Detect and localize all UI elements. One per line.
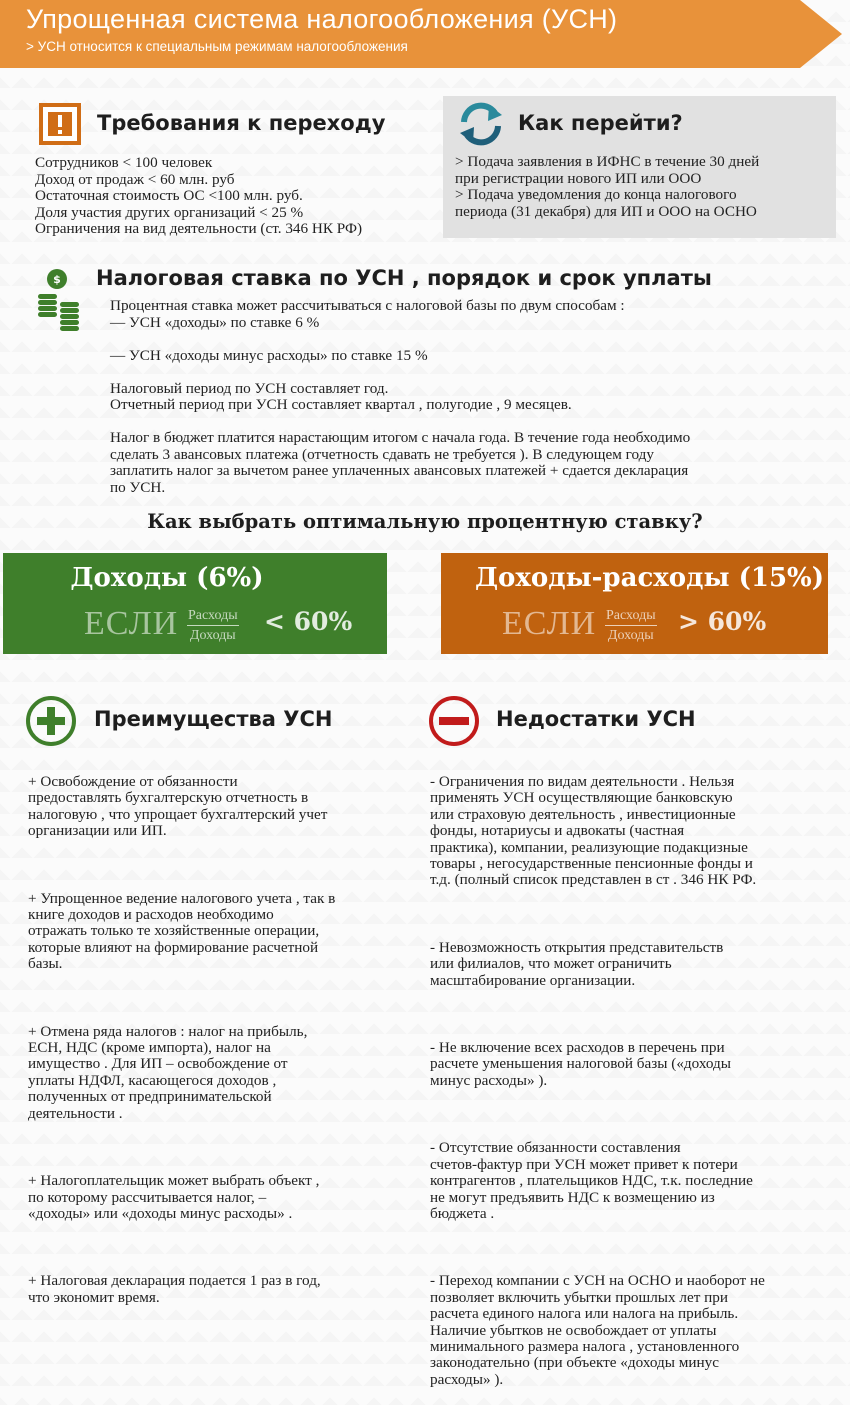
- advantage-line: отражать только те хозяйственные операции,: [28, 922, 320, 940]
- tax-rate-line: [110, 331, 690, 348]
- advantage-line: которые влияют на формирование расчетной: [28, 938, 319, 956]
- disadvantage-line: позволяет включить убытки прошлых лет при: [430, 1288, 728, 1306]
- how-to-line: периода (31 декабря) для ИП и ООО на ОСНО: [455, 202, 757, 220]
- tax-rate-line: по УСН.: [110, 478, 166, 496]
- plus-circle-icon: [25, 695, 77, 747]
- disadvantage-line: - Невозможность открытия представительств: [430, 938, 724, 956]
- warning-icon: [39, 103, 81, 145]
- advantage-line: + Налоговая декларация подается 1 раз в год,: [28, 1272, 321, 1290]
- income-numerator: Расходы: [187, 606, 239, 626]
- advantages-list: [28, 757, 335, 1323]
- disadvantage-line: - Не включение всех расходов в перечень при: [430, 1039, 725, 1057]
- coins-icon: [36, 268, 82, 332]
- requirements-item: Сотрудников < 100 человек: [35, 154, 213, 171]
- tax-rate-line: сделать 3 авансовых платежа (отчетность сдавать не требуется ). В следующем году: [110, 445, 654, 463]
- advantage-line: налоговую , что упрощает бухгалтерский учет: [28, 805, 328, 823]
- requirements-item: Остаточная стоимость ОС <100 млн. руб.: [35, 187, 303, 204]
- how-to-line: > Подача уведомления до конца налогового: [455, 186, 737, 203]
- advantage-line: книге доходов и расходов необходимо: [28, 906, 274, 924]
- disadvantage-line: расчете уменьшения налоговой базы («доходы: [430, 1055, 731, 1073]
- advantage-line: деятельности .: [28, 1104, 123, 1122]
- disadvantage-line: минимального размера налога , установленного: [430, 1337, 740, 1355]
- disadvantage-line: или страховую деятельность , инвестиционные: [430, 805, 736, 823]
- disadvantage-line: или филиалов, что может ограничить: [430, 955, 672, 973]
- advantage-line: предоставлять бухгалтерскую отчетность в: [28, 789, 309, 807]
- income-if-label: ЕСЛИ: [84, 605, 179, 642]
- disadvantage-line: счетов-фактур при УСН может привет к потери: [430, 1155, 738, 1173]
- income-expense-if-label: ЕСЛИ: [502, 605, 597, 642]
- disadvantage-line: - Отсутствие обязанности составления: [430, 1139, 681, 1157]
- advantage-line: + Упрощенное ведение налогового учета , так в: [28, 889, 336, 907]
- disadvantage-line: т.д. (полный список представлен в ст . 346 НК РФ.: [430, 871, 757, 889]
- income-expense-numerator: Расходы: [605, 606, 657, 626]
- svg-text:$: $: [53, 273, 61, 286]
- requirements-item: Доход от продаж < 60 млн. руб: [35, 170, 235, 188]
- disadvantage-line: минус расходы» ).: [430, 1071, 548, 1089]
- tax-rate-line: Налог в бюджет платится нарастающим итогом с начала года. В течение года необходимо: [110, 429, 691, 446]
- income-box-title: Доходы (6%): [70, 563, 264, 593]
- income-expense-comparison: > 60%: [678, 607, 767, 636]
- tax-rate-line: — УСН «доходы» по ставке 6 %: [110, 313, 320, 331]
- advantage-line: базы.: [28, 955, 63, 973]
- how-to-line: при регистрации нового ИП или ООО: [455, 169, 702, 187]
- advantage-line: по которому рассчитывается налог, –: [28, 1188, 267, 1206]
- disadvantage-line: не могут предъявить НДС к возмещению из: [430, 1188, 715, 1206]
- income-box: [3, 553, 387, 654]
- disadvantage-line: практика), компании, реализующие подакцизные: [430, 838, 748, 856]
- disadvantage-line: масштабирование организации.: [430, 971, 636, 989]
- advantage-line: ЕСН, НДС (кроме импорта), налог на: [28, 1039, 271, 1057]
- tax-rate-title: Налоговая ставка по УСН , порядок и срок уплаты: [96, 266, 712, 290]
- how-to-list: [455, 154, 759, 220]
- advantage-line: полученных от предпринимательской: [28, 1088, 272, 1106]
- advantage-line: что экономит время.: [28, 1288, 160, 1306]
- disadvantage-line: - Ограничения по видам деятельности . Нельзя: [430, 773, 735, 790]
- advantage-line: «доходы» или «доходы минус расходы» .: [28, 1204, 293, 1222]
- requirements-title: Требования к переходу: [97, 111, 386, 135]
- income-expense-box-title: Доходы-расходы (15%): [474, 563, 825, 593]
- refresh-icon: [455, 101, 507, 147]
- tax-rate-text: [110, 298, 690, 496]
- tax-rate-line: заплатить налог за вычетом ранее уплаченных авансовых платежей + сдается декларация: [110, 462, 689, 479]
- advantage-line: + Освобождение от обязанности: [28, 773, 238, 790]
- disadvantage-line: контрагентов , плательщиков НДС, т.к. последние: [430, 1172, 753, 1190]
- advantage-line: уплаты НДФЛ, касающегося доходов ,: [28, 1071, 277, 1089]
- disadvantage-line: расчета единого налога или налога на прибыль.: [430, 1305, 739, 1323]
- requirements-item: Ограничения на вид деятельности (ст. 346 НК РФ): [35, 220, 363, 237]
- advantage-line: имущество . Для ИП – освобождение от: [28, 1055, 288, 1073]
- tax-rate-line: — УСН «доходы минус расходы» по ставке 15 %: [110, 346, 428, 364]
- advantage-line: + Налогоплательщик может выбрать объект ,: [28, 1172, 320, 1190]
- income-fraction: [187, 606, 239, 645]
- requirements-list: [35, 155, 362, 238]
- income-expense-denominator: Доходы: [607, 628, 654, 643]
- choose-rate-heading: Как выбрать оптимальную процентную ставку?: [147, 510, 703, 533]
- header-banner: [0, 0, 850, 68]
- how-to-title: Как перейти?: [518, 111, 683, 135]
- disadvantage-line: фонды, нотариусы и адвокаты (частная: [430, 822, 685, 840]
- disadvantage-line: - Переход компании с УСН на ОСНО и наоборот не: [430, 1272, 765, 1290]
- advantages-title: Преимущества УСН: [94, 707, 333, 731]
- disadvantages-title: Недостатки УСН: [496, 707, 696, 731]
- disadvantage-line: бюджета .: [430, 1204, 495, 1222]
- tax-rate-line: Налоговый период по УСН составляет год.: [110, 379, 389, 397]
- tax-rate-line: [110, 364, 690, 381]
- disadvantage-line: законодательно (при объекте «доходы минус: [430, 1354, 719, 1372]
- advantage-line: организации или ИП.: [28, 822, 167, 840]
- income-expense-fraction: [605, 606, 657, 645]
- page-title: Упрощенная система налогообложения (УСН): [26, 4, 618, 34]
- income-comparison: < 60%: [264, 607, 353, 636]
- tax-rate-line: Процентная ставка может рассчитываться с налоговой базы по двум способам :: [110, 297, 625, 314]
- tax-rate-line: Отчетный период при УСН составляет квартал , полугодие , 9 месяцев.: [110, 396, 572, 413]
- advantage-line: + Отмена ряда налогов : налог на прибыль,: [28, 1022, 308, 1040]
- disadvantage-line: Наличие убытков не освобождает от уплаты: [430, 1321, 717, 1339]
- disadvantage-line: расходы» ).: [430, 1370, 504, 1388]
- tax-rate-line: [110, 414, 690, 431]
- requirements-item: Доля участия других организаций < 25 %: [35, 203, 304, 221]
- how-to-line: > Подача заявления в ИФНС в течение 30 дней: [455, 153, 760, 170]
- page-subtitle: > УСН относится к специальным режимам налогообложения: [26, 39, 408, 54]
- minus-circle-icon: [428, 695, 480, 747]
- income-expense-box: [441, 553, 828, 654]
- income-denominator: Доходы: [189, 628, 236, 643]
- disadvantage-line: применять УСН осуществляющие банковскую: [430, 789, 733, 807]
- disadvantage-line: товары , негосударственные пенсионные фонды и: [430, 855, 753, 873]
- disadvantages-list: [430, 757, 765, 1405]
